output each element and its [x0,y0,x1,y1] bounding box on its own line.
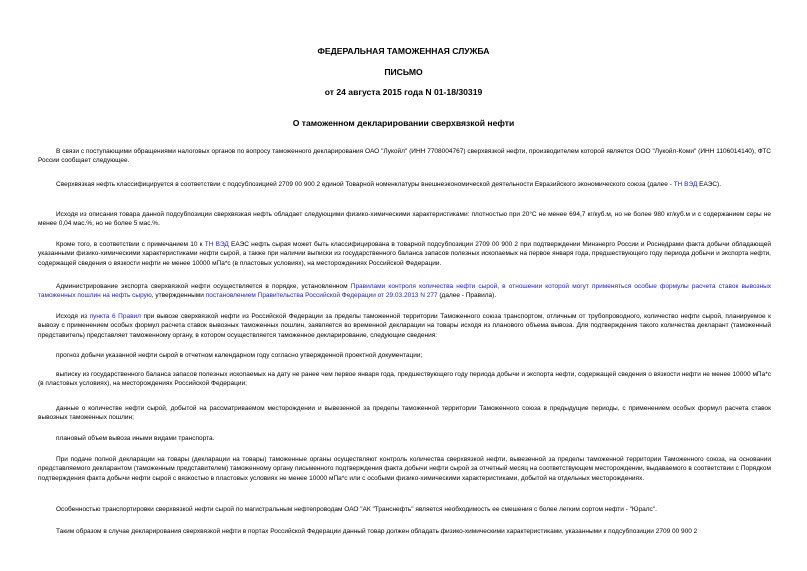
paragraph-4 [38,240,771,268]
paragraph-2-text-a: Сверхвязкая нефть классифицируется в соответствии с подсубпозицией 2709 00 900 2 единой Товарной номенклатуры внешнеэкономической деятельности Евразийского экономического союза (далее - [56,181,674,188]
list-item: данные о количестве нефти сырой, добытой на рассматриваемом месторождении и вывезенной за пределы таможенной территории Таможенного союза в предыдущие периоды, с применением особых формул расчета ставок вывозных таможенных пошлин; [38,405,771,422]
list-item: выписку из государственного баланса запасов полезных ископаемых на дату не ранее чем первое января года, предшествующего году периода добычи и экспорта нефти, содержащей сведения о вязкости нефти не менее 10000 мПа*с (в пластовых условиях), на месторождениях Российской Федерации; [38,371,771,388]
paragraph-5-text-b: , утвержденными [151,292,206,300]
paragraph-6 [38,312,771,340]
paragraph-4-text-b: ЕАЭС нефть сырая может быть классифицирована в товарной подсубпозиции 2709 00 900 2 при подтверждении Минэнерго России и Роснедрами факта добычи обладающей указанными физико-химическими характеристиками нефти сырой, а также при наличии выписки из государственного баланса запасов полезных ископаемых на первое января года, предшествующего году периода добычи и экспорта нефти, содержащей сведения о вязкости нефти не менее 10000 мПа*с (в пластовых условиях), на месторождениях Российской Федерации. [38,241,771,267]
government-resolution-link[interactable]: постановлением Правительства Российской Федерации от 29.03.2013 N 277 [205,292,438,300]
paragraph-5 [38,282,771,301]
paragraph-1: В связи с поступающими обращениями налоговых органов по вопросу таможенного декларирования ОАО "Лукойл" (ИНН 7708004767) сверхвязкой нефти, производителем которой является ООО "Лукойл-Коми" (ИНН 1106014140), ФТС России сообщает следующее. [38,148,771,165]
document-subject: О таможенном декларировании сверхвязкой нефти [292,118,515,128]
document-type: ПИСЬМО [384,67,423,77]
paragraph-5-text-a: Администрирование экспорта сверхвязкой нефти осуществляется в порядке, установленном [56,283,351,290]
list-item: прогноз добычи указанной нефти сырой в отчетном календарном году согласно утвержденной проектной документации; [56,352,423,359]
paragraph-6-text-b: при вывозе сверхвязкой нефти из Российской Федерации за пределы таможенной территории Таможенного союза транспортом, отличным от трубопроводного, количество нефти сырой, планируемое к вывозу с применением особых формул расчета ставок вывозных таможенных пошлин, заявляется во временной декларации на товары исходя из планового объема вывоза. Для подтверждения такого количества декларант (таможенный представитель) представляет таможенному органу, в котором осуществляется таможенное декларирование, следующие сведения: [38,313,771,339]
paragraph-2 [38,180,771,189]
paragraph-4-text-a: Кроме того, в соответствии с примечанием 10 к [56,241,205,248]
paragraph-5-text-c: (далее - Правила). [437,292,497,300]
document-date-number: от 24 августа 2015 года N 01-18/30319 [324,87,483,97]
tn-ved-link[interactable]: ТН ВЭД [204,241,229,248]
tn-ved-link[interactable]: ТН ВЭД [673,181,698,188]
rules-item-6-link[interactable]: пункта 6 Правил [89,313,141,320]
paragraph-3: Исходя из описания товара данной подсубпозиции сверхвязкая нефть обладает следующими физико-химическими характеристиками: плотностью при 20°С не менее 694,7 кг/куб.м, но не более 980 кг/куб.м и с содержанием серы не менее 0,04 мас.%, но не более 5 мас.%. [38,211,771,228]
agency-title: ФЕДЕРАЛЬНАЯ ТАМОЖЕННАЯ СЛУЖБА [317,46,490,56]
paragraph-13: Таким образом в случае декларирования сверхвязкой нефти в портах Российской Федерации данный товар должен обладать физико-химическими характеристиками, указанными к подсубпозиции 2709 00 900 2 [56,528,698,535]
paragraph-11: При подаче полной декларации на товары (декларации на товары) таможенные органы осуществляют контроль количества сверхвязкой нефти, вывезенной за пределы таможенной территории Таможенного союза, на основании представляемого декларантом (таможенным представителем) таможенному органу письменного подтверждения факта добычи нефти сырой за отчетный месяц на соответствующем месторождении, выдаваемого в соответствии с Порядком подтверждения факта добычи нефти сырой с вязкостью в пластовых условиях не менее 10000 мПа*с или с особыми физико-химическими характеристиками, добытой на отдельных месторождениях. [38,456,771,482]
rules-link[interactable]: Правилами контроля количества нефти сырой, в отношении которой могут применяться особые формулы расчета ставок вывозных таможенных пошлин на нефть сырую [38,283,772,300]
paragraph-2-text-b: ЕАЭС). [697,181,722,188]
paragraph-6-text-a: Исходя из [56,313,90,320]
list-item: плановый объем вывоза иными видами транспорта. [56,435,215,442]
paragraph-12: Особенностью транспортировки сверхвязкой нефти сырой по магистральным нефтепроводам ОАО "АК "Транснефть" является необходимость ее смешения с более легким сортом нефти - "Юралс". [56,506,657,513]
